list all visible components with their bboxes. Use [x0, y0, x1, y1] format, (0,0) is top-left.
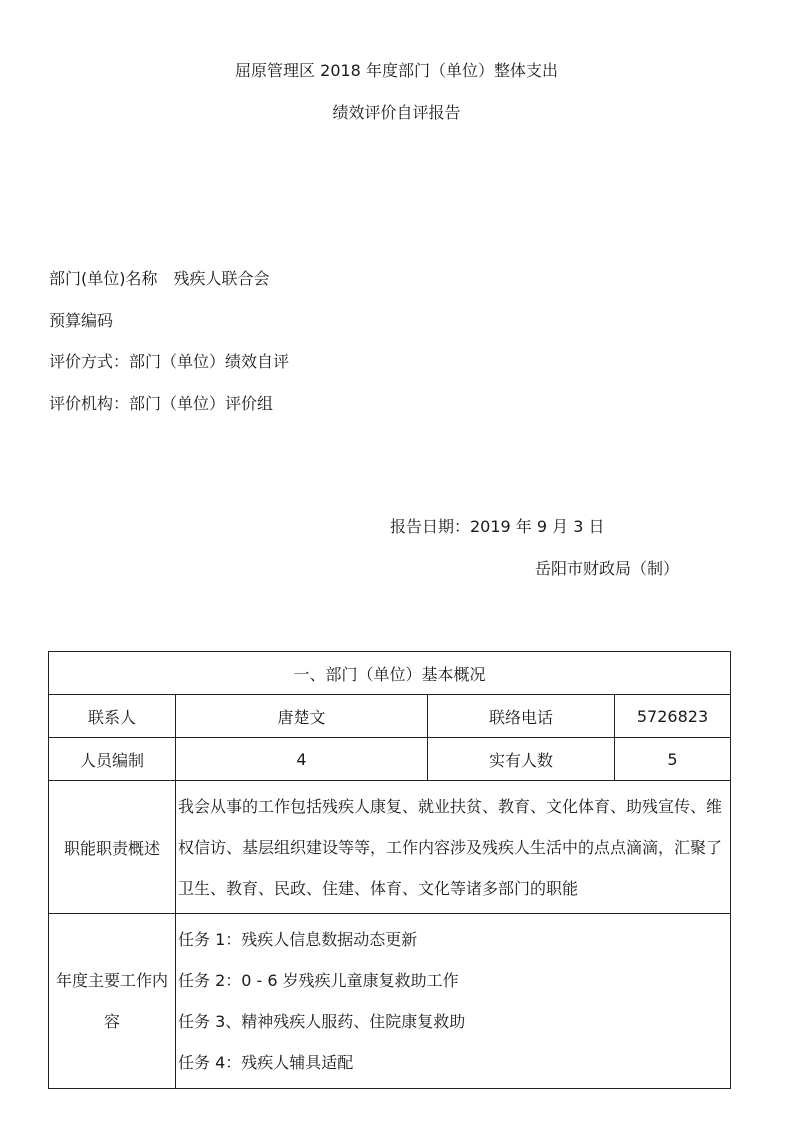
actual-label: 实有人数: [428, 738, 615, 781]
budget-code-label: 预算编码: [49, 311, 114, 330]
tasks-label: 年度主要工作内容: [49, 914, 176, 1089]
task-item: 任务 3、精神残疾人服药、住院康复救助: [178, 1012, 466, 1031]
table-row: [49, 781, 731, 914]
staff-value: 4: [176, 738, 428, 781]
dept-name-line: [49, 268, 270, 290]
phone-label: 联络电话: [428, 695, 615, 738]
section-title: 一、部门（单位）基本概况: [49, 652, 731, 695]
contact-label: 联系人: [49, 695, 176, 738]
duty-label: 职能职责概述: [49, 781, 176, 914]
contact-value: 唐楚文: [176, 695, 428, 738]
overview-table: [48, 651, 731, 1089]
duty-text: 我会从事的工作包括残疾人康复、就业扶贫、教育、文化体育、助残宣传、维权信访、基层组织建设等等，工作内容涉及残疾人生活中的点点滴滴，汇聚了卫生、教育、民政、住建、体育、文化等诸多部门的职能: [176, 781, 731, 914]
table-header-row: [49, 652, 731, 695]
tasks-cell: [176, 914, 731, 1089]
task-item: 任务 1：残疾人信息数据动态更新: [178, 930, 418, 949]
dept-name-label: 部门(单位)名称: [49, 269, 158, 288]
issuer: 岳阳市财政局（制）: [535, 559, 680, 578]
eval-method-line: 评价方式：部门（单位）绩效自评: [49, 352, 290, 371]
report-date: 报告日期：2019 年 9 月 3 日: [390, 517, 605, 536]
table-row: [49, 695, 731, 738]
table-row: [49, 914, 731, 1089]
actual-value: 5: [615, 738, 731, 781]
staff-label: 人员编制: [49, 738, 176, 781]
task-item: 任务 4：残疾人辅具适配: [178, 1053, 354, 1072]
table-row: [49, 738, 731, 781]
phone-value: 5726823: [615, 695, 731, 738]
report-title-line-2: 绩效评价自评报告: [332, 103, 461, 122]
dept-name-value: 残疾人联合会: [173, 269, 270, 288]
eval-org-line: 评价机构：部门（单位）评价组: [49, 394, 274, 413]
report-title-line-1: 屈原管理区 2018 年度部门（单位）整体支出: [235, 61, 558, 80]
task-item: 任务 2：0 - 6 岁残疾儿童康复救助工作: [178, 971, 459, 990]
